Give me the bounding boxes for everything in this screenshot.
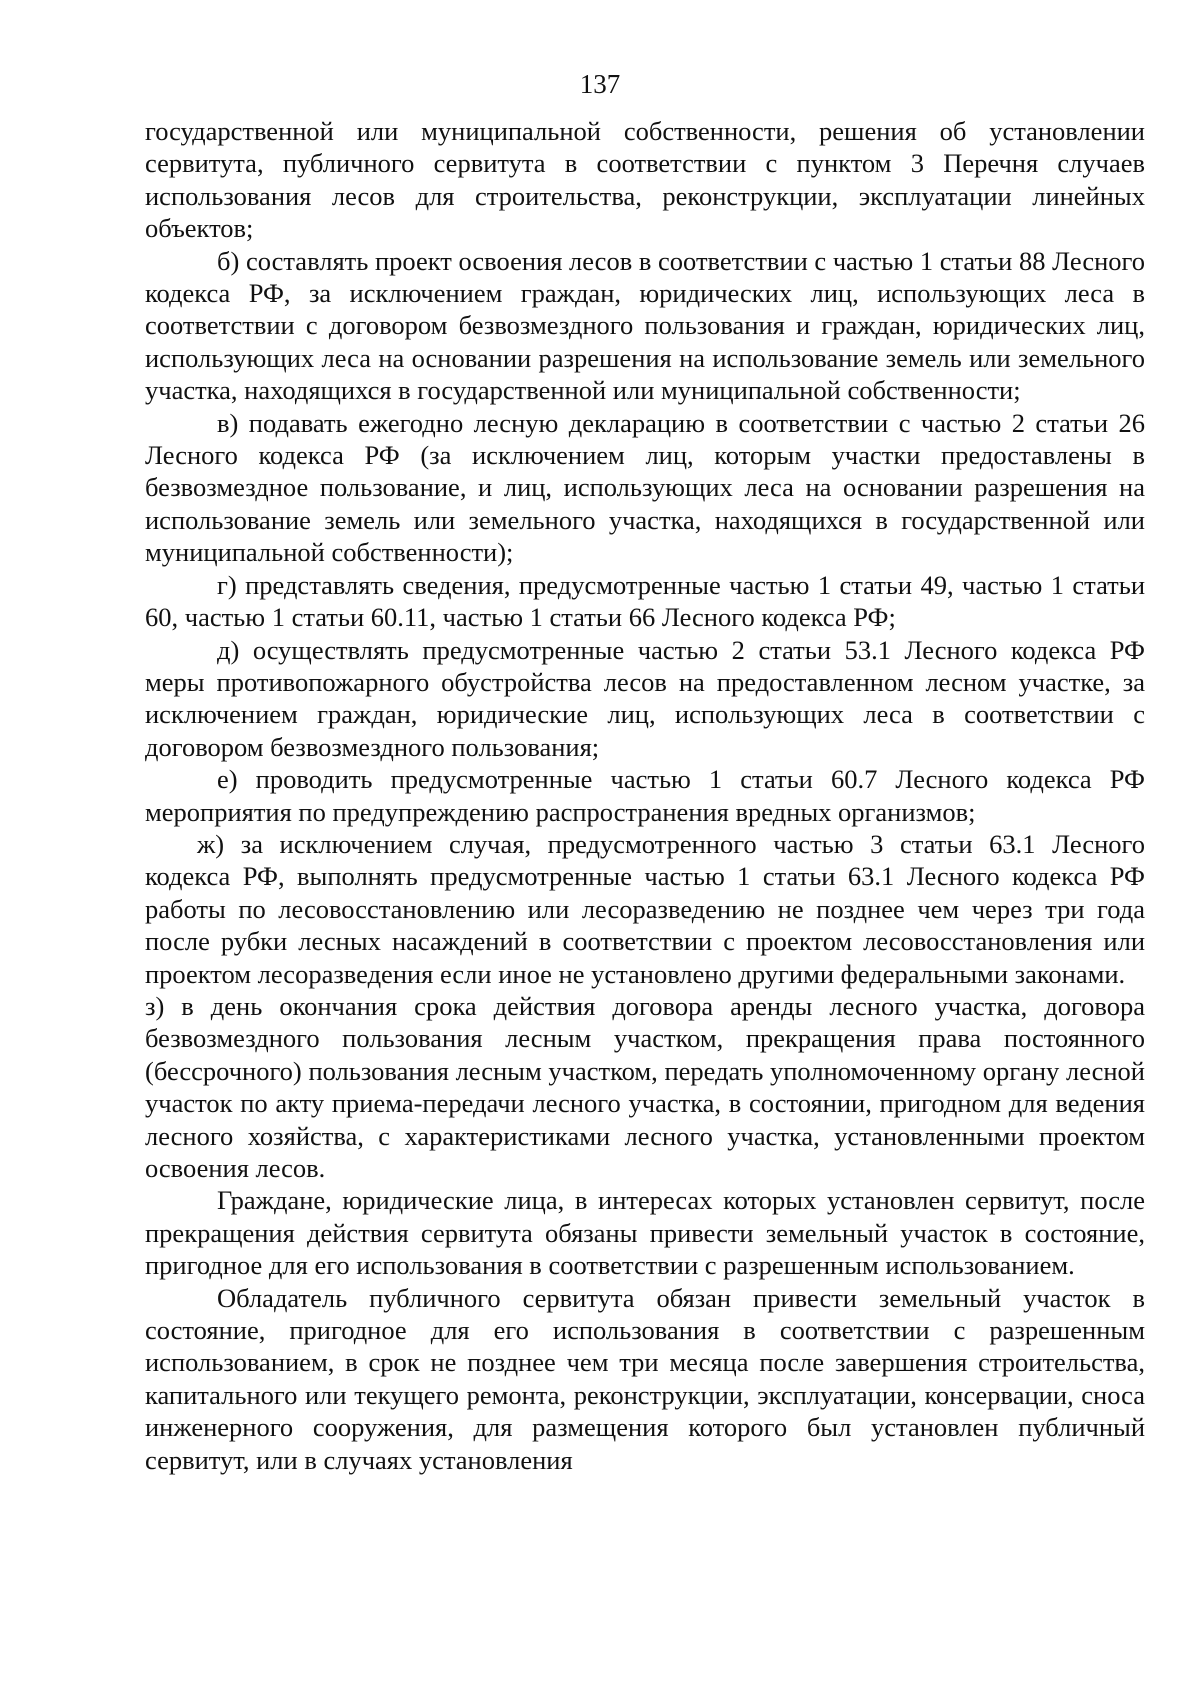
paragraph-item-b: б) составлять проект освоения лесов в соответствии с частью 1 статьи 88 Лесного кодекса РФ, за исключением граждан, юридических лиц, использующих леса в соответствии с договором безвозмездного пользования и граждан, юридических лиц, использующих леса на основании разрешения на использование земель или земельного участка, находящихся в государственной или муниципальной собственности; (145, 245, 1145, 406)
paragraph-item-e: е) проводить предусмотренные частью 1 статьи 60.7 Лесного кодекса РФ мероприятия по предупреждению распространения вредных организмов; (145, 764, 1145, 827)
document-body (145, 115, 1145, 1476)
paragraph-item-z: з) в день окончания срока действия договора аренды лесного участка, договора безвозмездного пользования лесным участком, прекращения права постоянного (бессрочного) пользования лесным участком, передать уполномоченному органу лесной участок по акту приема-передачи лесного участка, в состоянии, пригодном для ведения лесного хозяйства, с характеристиками лесного участка, установленными проектом освоения лесов. (145, 990, 1145, 1183)
paragraph-public-servitude: Обладатель публичного сервитута обязан привести земельный участок в состояние, пригодное для его использования в соответствии с разрешенным использованием, в срок не позднее чем три месяца после завершения строительства, капитального или текущего ремонта, реконструкции, эксплуатации, консервации, сноса инженерного сооружения, для размещения которого был установлен публичный сервитут, или в случаях установления (145, 1282, 1145, 1475)
paragraph-continuation: государственной или муниципальной собственности, решения об установлении сервитута, публичного сервитута в соответствии с пунктом 3 Перечня случаев использования лесов для строительства, реконструкции, эксплуатации линейных объектов; (145, 116, 1145, 244)
paragraph-item-zh: ж) за исключением случая, предусмотренного частью 3 статьи 63.1 Лесного кодекса РФ, выполнять предусмотренные частью 1 статьи 63.1 Лесного кодекса РФ работы по лесовосстановлению или лесоразведению не позднее чем через три года после рубки лесных насаждений в соответствии с проектом лесовосстановления или проектом лесоразведения если иное не установлено другими федеральными законами. (145, 828, 1145, 989)
page-number: 137 (579, 69, 621, 99)
paragraph-item-g: г) представлять сведения, предусмотренные частью 1 статьи 49, частью 1 статьи 60, частью 1 статьи 60.11, частью 1 статьи 66 Лесного кодекса РФ; (145, 569, 1145, 633)
paragraph-servitude: Граждане, юридические лица, в интересах которых установлен сервитут, после прекращения действия сервитута обязаны привести земельный участок в состояние, пригодное для его использования в соответствии с разрешенным использованием. (145, 1185, 1145, 1281)
paragraph-item-v: в) подавать ежегодно лесную декларацию в соответствии с частью 2 статьи 26 Лесного кодекса РФ (за исключением лиц, которым участки предоставлены в безвозмездное пользование, и лиц, использующих леса на основании разрешения на использование земель или земельного участка, находящихся в государственной или муниципальной собственности); (145, 407, 1145, 568)
paragraph-item-d: д) осуществлять предусмотренные частью 2 статьи 53.1 Лесного кодекса РФ меры противопожарного обустройства лесов на предоставленном лесном участке, за исключением граждан, юридические лиц, использующих леса в соответствии с договором безвозмездного пользования; (145, 634, 1145, 762)
